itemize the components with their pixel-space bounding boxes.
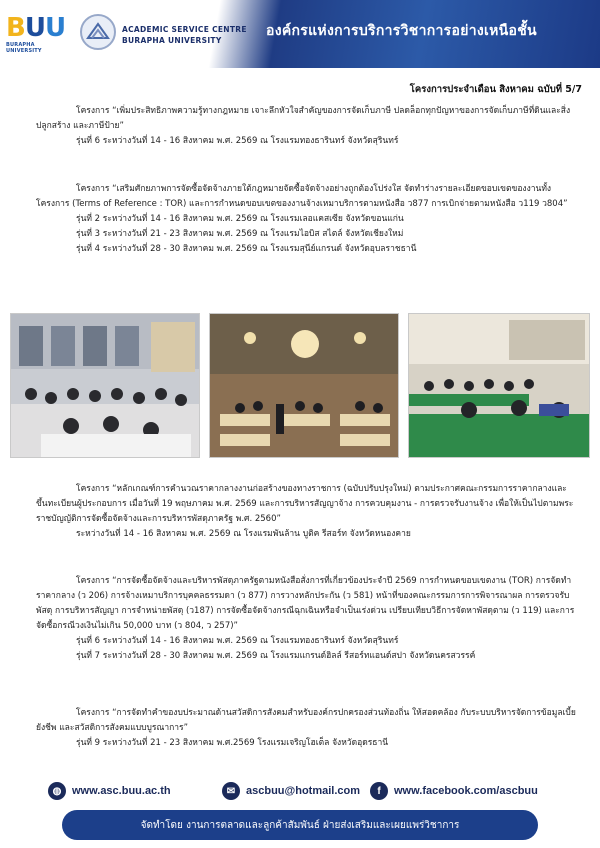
session-line: รุ่นที่ 9 ระหว่างวันที่ 21 - 23 สิงหาคม พ.ศ.2569 โรงแรมเจริญโฮเต็ล จังหวัดอุดรธานี xyxy=(76,738,389,748)
session-line: ระหว่างวันที่ 14 - 16 สิงหาคม พ.ศ. 2569 ณ โรงแรมพันล้าน บูติค รีสอร์ท จังหวัดหนองคาย xyxy=(76,529,411,539)
event-photo-3 xyxy=(408,313,590,458)
buu-logo: BUU BURAPHA UNIVERSITY xyxy=(6,13,66,54)
email-link[interactable]: ✉ ascbuu@hotmail.com xyxy=(222,778,360,804)
contact-row xyxy=(0,778,600,804)
website-link[interactable]: ◍ www.asc.buu.ac.th xyxy=(48,778,171,804)
facebook-icon: f xyxy=(370,782,388,800)
project-block xyxy=(36,182,576,257)
mail-icon: ✉ xyxy=(222,782,240,800)
project-block xyxy=(36,104,576,149)
facebook-link[interactable]: f www.facebook.com/ascbuu xyxy=(370,778,538,804)
session-line: รุ่นที่ 4 ระหว่างวันที่ 28 - 30 สิงหาคม พ.ศ. 2569 ณ โรงแรมสุนีย์แกรนด์ จังหวัดอุบลราชธานี xyxy=(76,244,417,254)
session-line: รุ่นที่ 6 ระหว่างวันที่ 14 - 16 สิงหาคม พ.ศ. 2569 ณ โรงแรมทองธารินทร์ จังหวัดสุรินทร์ xyxy=(76,636,399,646)
session-line: รุ่นที่ 7 ระหว่างวันที่ 28 - 30 สิงหาคม พ.ศ. 2569 ณ โรงแรมแกรนด์ฮิลล์ รีสอร์ทแอนด์สปา จังหวัดนครสวรรค์ xyxy=(76,651,476,661)
project-title: โครงการ “เพิ่มประสิทธิภาพความรู้ทางกฎหมาย เจาะลึกหัวใจสำคัญของการจัดเก็บภาษี ปลดล็อกทุกปัญหาของการจัดเก็บภาษีที่ดินและสิ่งปลูกสร้าง และภาษีป้าย” xyxy=(36,106,571,131)
project-block xyxy=(36,706,576,751)
globe-icon: ◍ xyxy=(48,782,66,800)
project-block xyxy=(36,482,576,542)
asc-logo xyxy=(80,14,116,50)
event-photo-1 xyxy=(10,313,200,458)
project-title: โครงการ “การจัดซื้อจัดจ้างและบริหารพัสดุภาครัฐตามหนังสือสั่งการที่เกี่ยวข้องประจำปี 2569 การกำหนดขอบเขตงาน (TOR) การจัดทำราคากลาง (ว 206) การจ้างเหมาบริการบุคคลธรรมดา (ว 877) การวางหลักประกัน (ว 581) หน้าที่ของคณะกรรมการการพิจารณาผล การตรวจรับพัสดุ การบริหารสัญญา การจำหน่ายพัสดุ (ว187) การจัดซื้อจัดจ้างกรณีฉุกเฉินหรือจำเป็นเร่งด่วน เปรียบเทียบวิธีการจัดหาพัสดุตาม (ว 119) และการจัดซื้อกรณีวงเงินไม่เกิน 50,000 บาท (ว 804, ว 257)” xyxy=(36,576,575,631)
session-line: รุ่นที่ 6 ระหว่างวันที่ 14 - 16 สิงหาคม พ.ศ. 2569 ณ โรงแรมทองธารินทร์ จังหวัดสุรินทร์ xyxy=(76,136,399,146)
footer-credit: จัดทำโดย งานการตลาดและลูกค้าสัมพันธ์ ฝ่ายส่งเสริมและเผยแพร่วิชาการ xyxy=(62,810,538,840)
header-banner xyxy=(0,0,600,68)
header-title: องค์กรแห่งการบริการวิชาการอย่างเหนือชั้น xyxy=(266,23,537,39)
issue-label: โครงการประจำเดือน สิงหาคม ฉบับที่ 5/7 xyxy=(409,84,582,95)
project-title: โครงการ “เสริมศักยภาพการจัดซื้อจัดจ้างภายใต้กฎหมายจัดซื้อจัดจ้างอย่างถูกต้องโปร่งใส จัดทำร่างรายละเอียดขอบเขตของงานทั้งโครงการ (Terms of Reference : TOR) และการกำหนดขอบเขตของงานจ้างเหมาบริการตามหนังสือ ว877 การเบิกจ่ายตามหนังสือ ว119 ว804” xyxy=(36,184,568,209)
session-line: รุ่นที่ 3 ระหว่างวันที่ 21 - 23 สิงหาคม พ.ศ. 2569 ณ โรงแรมไอบิส สไตล์ จังหวัดเชียงใหม่ xyxy=(76,229,404,239)
project-title: โครงการ “หลักเกณฑ์การคำนวณราคากลางงานก่อสร้างของทางราชการ (ฉบับปรับปรุงใหม่) ตามประกาศคณะกรรมการราคากลางและขึ้นทะเบียนผู้ประกอบการ เมื่อวันที่ 19 พฤษภาคม พ.ศ. 2569 และการบริหารสัญญาจ้าง การควบคุมงาน - การตรวจรับงานจ้าง เพื่อให้เป็นไปตามพระราชบัญญัติการจัดซื้อจัดจ้างและการบริหารพัสดุภาครัฐ พ.ศ. 2560” xyxy=(36,484,574,524)
project-title: โครงการ “การจัดทำคำของบประมาณด้านสวัสดิการสังคมสำหรับองค์กรปกครองส่วนท้องถิ่น ให้สอดคล้อง กับระบบบริหารจัดการข้อมูลเบี้ยยังชีพ และสวัสดิการสังคมแบบบูรณาการ” xyxy=(36,708,576,733)
session-line: รุ่นที่ 2 ระหว่างวันที่ 14 - 16 สิงหาคม พ.ศ. 2569 ณ โรงแรมเลอแคสเซีย จังหวัดขอนแก่น xyxy=(76,214,404,224)
project-block xyxy=(36,574,576,664)
org-name: ACADEMIC SERVICE CENTRE BURAPHA UNIVERSITY xyxy=(122,25,247,45)
event-photo-2 xyxy=(209,313,399,458)
